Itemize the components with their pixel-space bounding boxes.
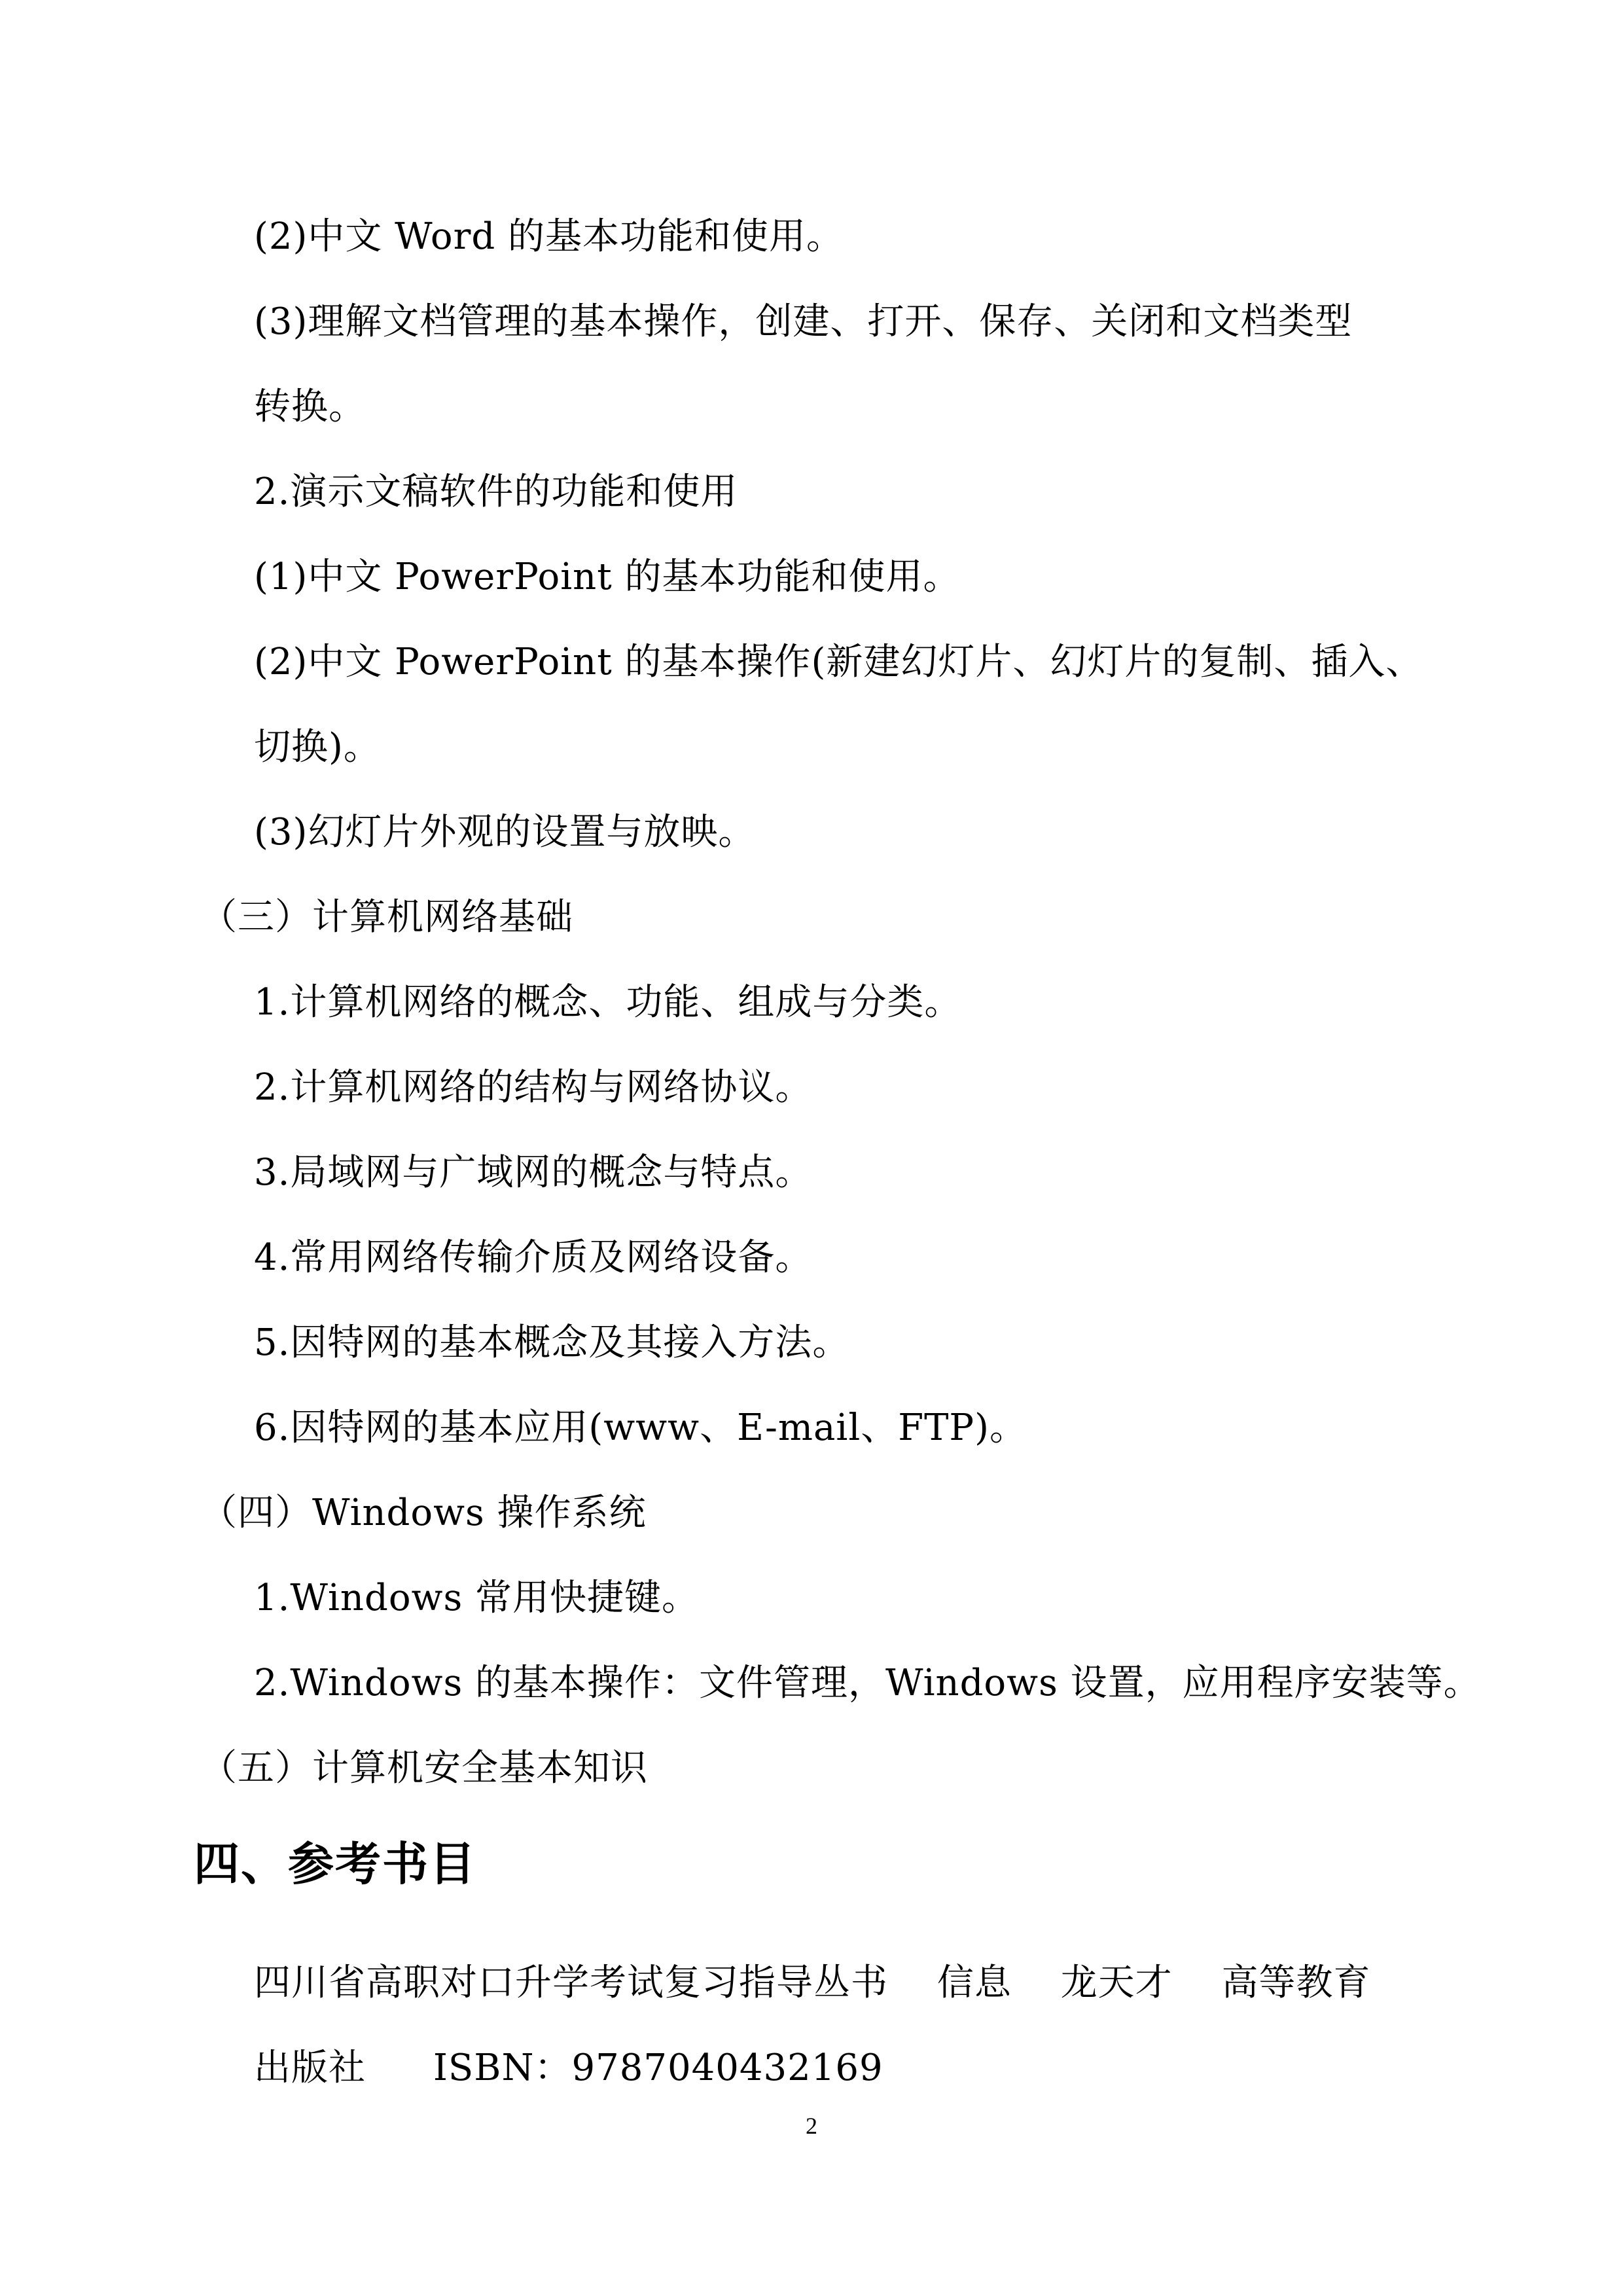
outline-item-network-concepts: 1.计算机网络的概念、功能、组成与分类。 — [254, 981, 962, 1024]
outline-item-document-management-cont: 转换。 — [254, 386, 366, 428]
outline-item-internet-applications: 6.因特网的基本应用(www、E-mail、FTP)。 — [254, 1407, 1027, 1449]
outline-section-security: （五）计算机安全基本知识 — [200, 1747, 648, 1789]
outline-subsection-presentation: 2.演示文稿软件的功能和使用 — [254, 471, 738, 513]
outline-item-word-basics: (2)中文 Word 的基本功能和使用。 — [254, 215, 844, 258]
outline-item-network-structure: 2.计算机网络的结构与网络协议。 — [254, 1066, 813, 1109]
reference-publisher: 高等教育 — [1221, 1962, 1371, 2004]
section-heading-references: 四、参考书目 — [194, 1837, 476, 1891]
outline-item-windows-operations: 2.Windows 的基本操作：文件管理，Windows 设置，应用程序安装等。 — [254, 1662, 1481, 1704]
reference-entry — [254, 1962, 1395, 2004]
outline-item-powerpoint-operations: (2)中文 PowerPoint 的基本操作(新建幻灯片、幻灯片的复制、插入、 — [254, 641, 1423, 683]
page-number: 2 — [806, 2113, 817, 2139]
outline-section-windows: （四）Windows 操作系统 — [200, 1492, 647, 1534]
outline-item-internet-basics: 5.因特网的基本概念及其接入方法。 — [254, 1321, 850, 1364]
reference-subject: 信息 — [936, 1962, 1012, 2004]
reference-isbn: ISBN：9787040432169 — [433, 2047, 883, 2089]
outline-item-powerpoint-operations-cont: 切换)。 — [254, 726, 381, 768]
outline-item-slide-appearance: (3)幻灯片外观的设置与放映。 — [254, 811, 756, 853]
outline-item-document-management: (3)理解文档管理的基本操作，创建、打开、保存、关闭和文档类型 — [254, 300, 1353, 343]
reference-author: 龙天才 — [1060, 1962, 1173, 2004]
outline-section-network: （三）计算机网络基础 — [200, 896, 573, 939]
reference-series: 四川省高职对口升学考试复习指导丛书 — [254, 1962, 888, 2004]
outline-item-windows-shortcuts: 1.Windows 常用快捷键。 — [254, 1577, 700, 1619]
outline-item-powerpoint-basics: (1)中文 PowerPoint 的基本功能和使用。 — [254, 556, 961, 598]
outline-item-transmission-media: 4.常用网络传输介质及网络设备。 — [254, 1236, 813, 1279]
outline-item-lan-wan: 3.局域网与广域网的概念与特点。 — [254, 1151, 813, 1194]
reference-publisher-cont: 出版社 — [254, 2047, 366, 2089]
reference-entry-cont — [254, 2047, 883, 2089]
